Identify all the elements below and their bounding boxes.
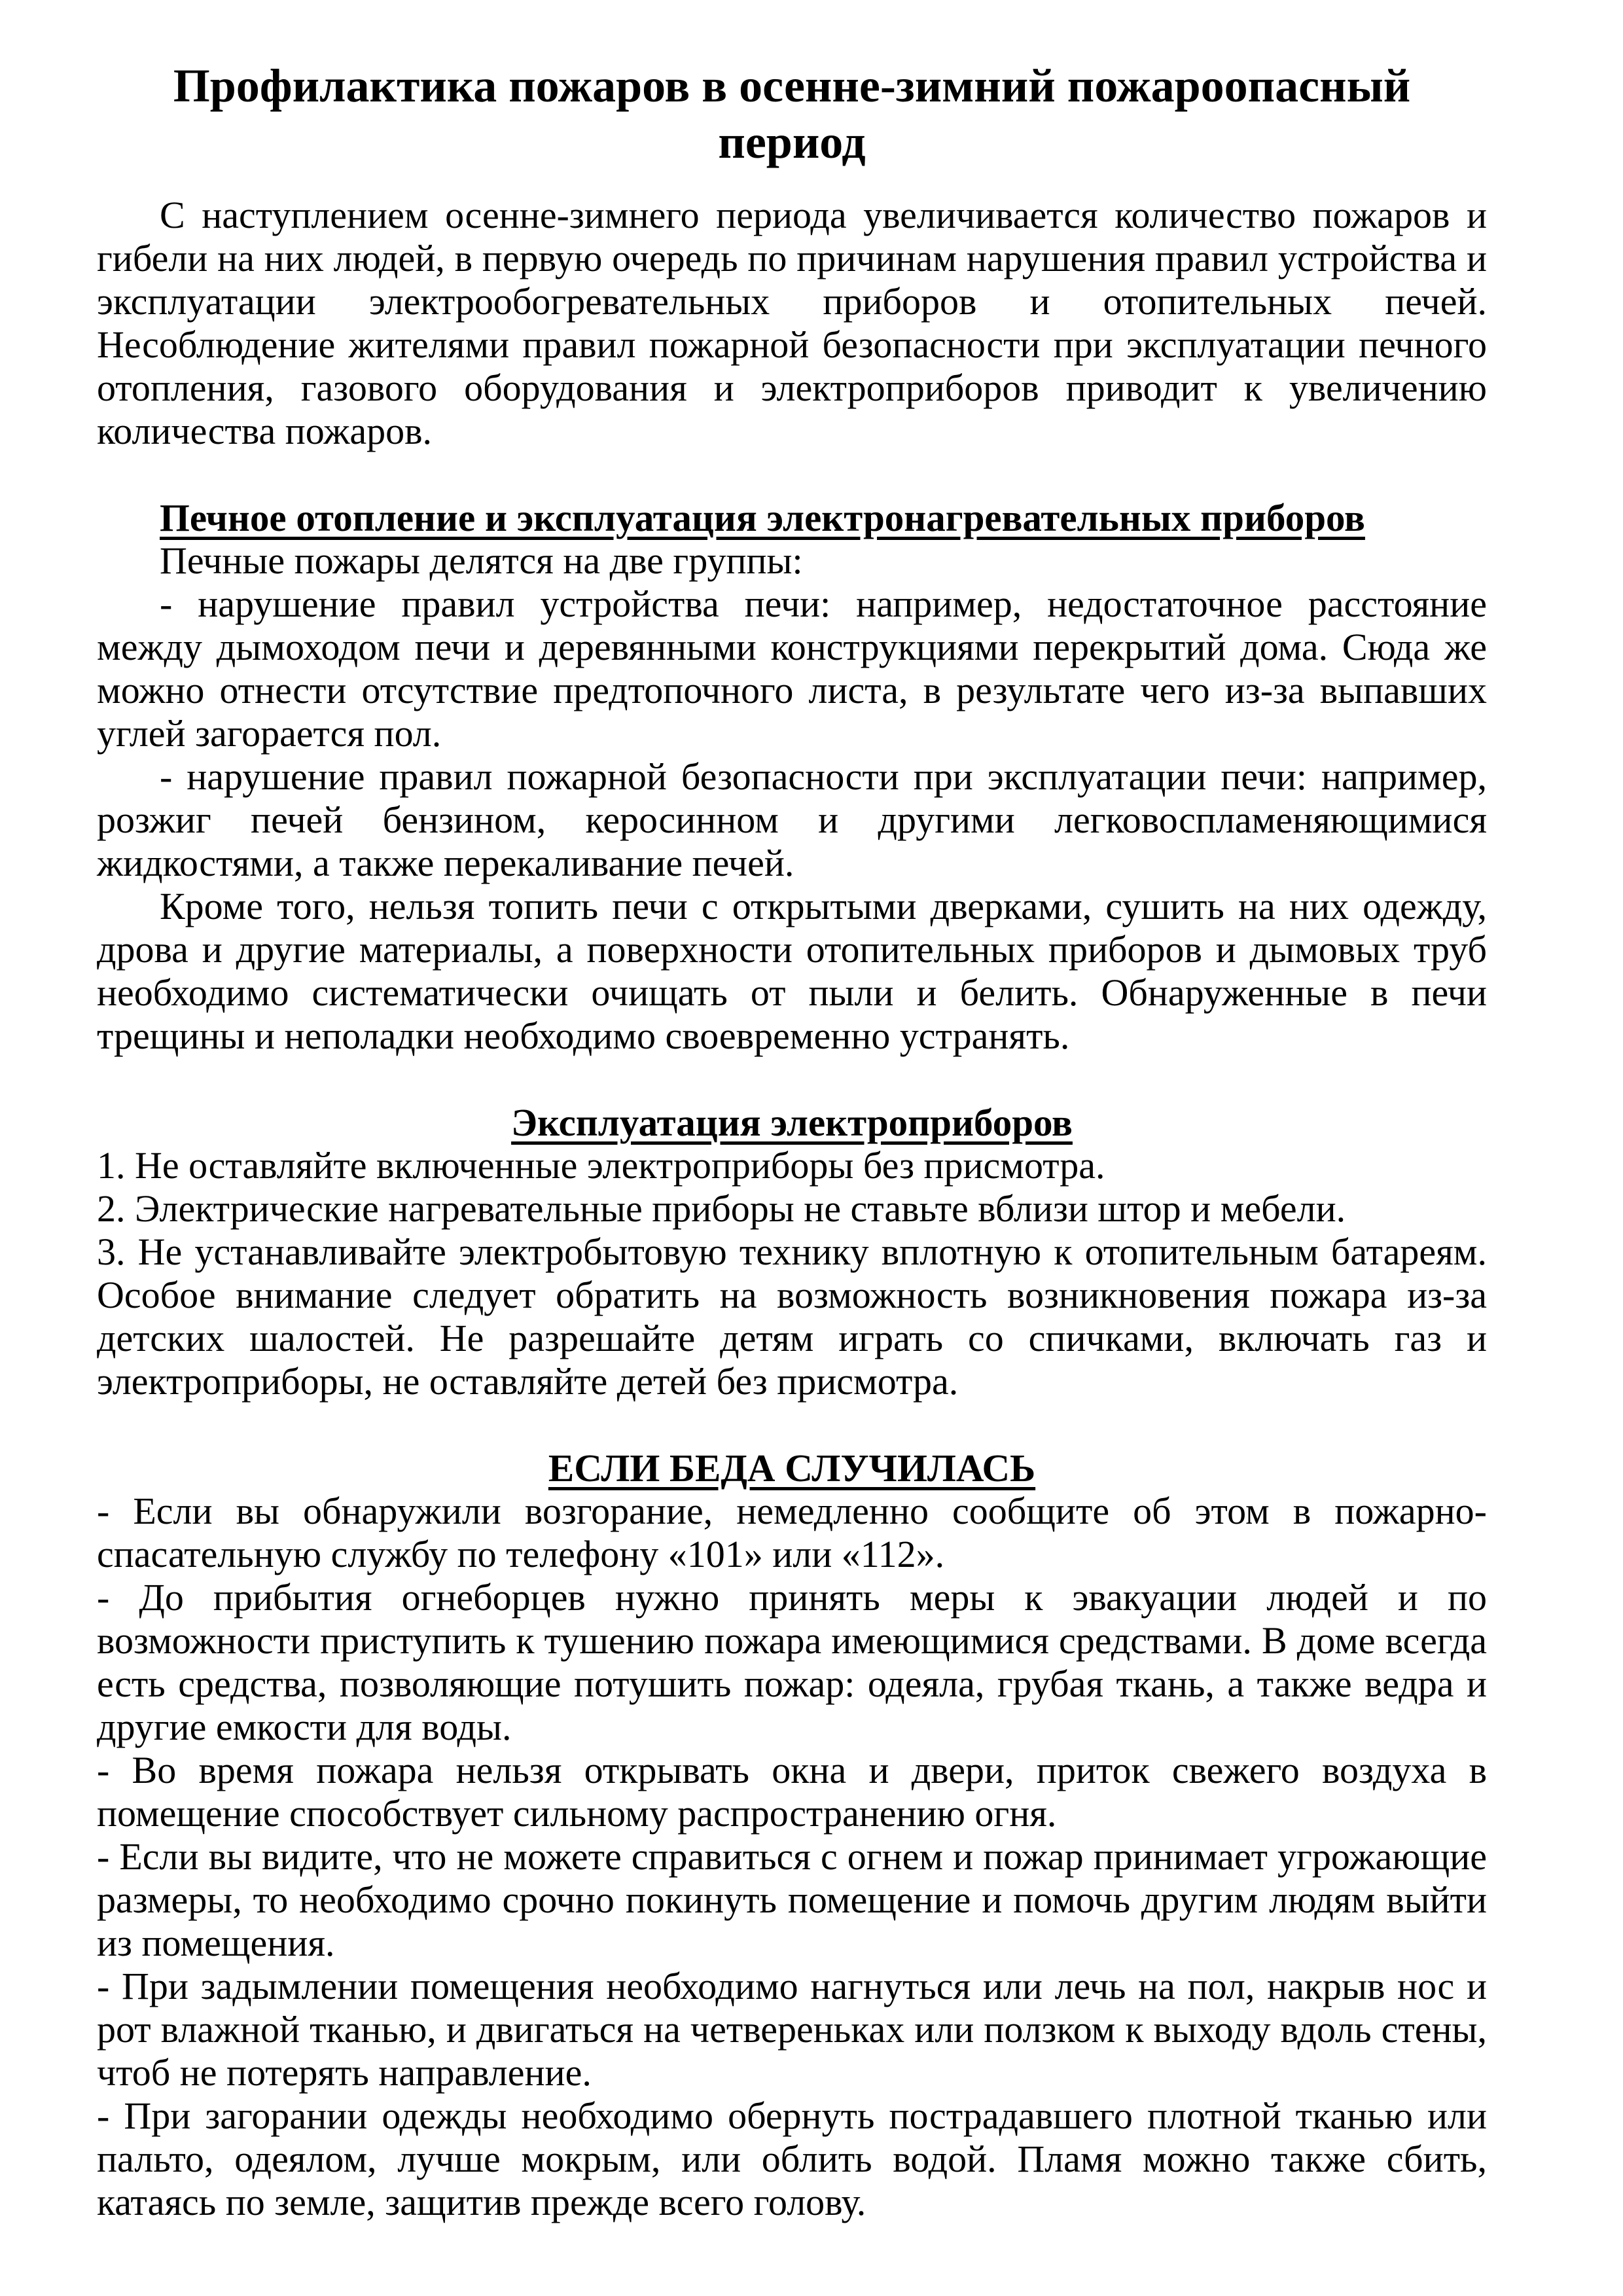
emergency-advice-item: - Во время пожара нельзя открывать окна и двери, приток свежего воздуха в помещение способствует сильному распространению огня. xyxy=(97,1749,1487,1835)
section-heading-electric-appliances-text: Эксплуатация электроприборов xyxy=(511,1101,1073,1144)
emergency-advice-item: - При загорании одежды необходимо обернуть пострадавшего плотной тканью или пальто, одеялом, лучше мокрым, или облить водой. Пламя можно также сбить, катаясь по земле, защитив прежде всего голову. xyxy=(97,2094,1487,2223)
emergency-advice-item: - До прибытия огнеборцев нужно принять меры к эвакуации людей и по возможности приступить к тушению пожара имеющимися средствами. В доме всегда есть средства, позволяющие потушить пожар: одеяла, грубая ткань, а также ведра и другие емкости для воды. xyxy=(97,1576,1487,1748)
stove-cause-item: - нарушение правил устройства печи: например, недостаточное расстояние между дымоходом печи и деревянными конструкциями перекрытий дома. Сюда же можно отнести отсутствие предтопочного листа, в результате чего из-за выпавших углей загорается пол. xyxy=(97,583,1487,755)
section-heading-electric-appliances xyxy=(97,1101,1487,1144)
electric-rule-item: 1. Не оставляйте включенные электроприборы без присмотра. xyxy=(97,1144,1105,1187)
stove-cause-item: - нарушение правил пожарной безопасности при эксплуатации печи: например, розжиг печей бензином, керосинном и другими легковоспламеняющимися жидкостями, а также перекаливание печей. xyxy=(97,755,1487,884)
section-heading-if-trouble-happened xyxy=(97,1446,1487,1490)
page-title: Профилактика пожаров в осенне-зимний пожароопасный период xyxy=(173,60,1411,168)
section-heading-stove-heating-text: Печное отопление и эксплуатация электронагревательных приборов xyxy=(160,496,1365,539)
stove-lead-paragraph: Печные пожары делятся на две группы: xyxy=(160,539,803,582)
section-heading-if-trouble-happened-text: ЕСЛИ БЕДА СЛУЧИЛАСЬ xyxy=(548,1446,1036,1490)
intro-paragraph: С наступлением осенне-зимнего периода увеличивается количество пожаров и гибели на них людей, в первую очередь по причинам нарушения правил устройства и эксплуатации электрообогревательных приборов и отопительных печей. Несоблюдение жителями правил пожарной безопасности при эксплуатации печного отопления, газового оборудования и электроприборов приводит к увеличению количества пожаров. xyxy=(97,194,1487,452)
stove-note-paragraph: Кроме того, нельзя топить печи с открытыми дверками, сушить на них одежду, дрова и другие материалы, а поверхности отопительных приборов и дымовых труб необходимо систематически очищать от пыли и белить. Обнаруженные в печи трещины и неполадки необходимо своевременно устранять. xyxy=(97,885,1487,1057)
emergency-advice-item: - Если вы видите, что не можете справиться с огнем и пожар принимает угрожающие размеры, то необходимо срочно покинуть помещение и помочь другим людям выйти из помещения. xyxy=(97,1835,1487,1964)
emergency-advice-item: - При задымлении помещения необходимо нагнуться или лечь на пол, накрыв нос и рот влажной тканью, и двигаться на четвереньках или ползком к выходу вдоль стены, чтоб не потерять направление. xyxy=(97,1965,1487,2094)
emergency-advice-item: - Если вы обнаружили возгорание, немедленно сообщите об этом в пожарно-спасательную службу по телефону «101» или «112». xyxy=(97,1490,1487,1575)
section-heading-stove-heating xyxy=(97,496,1487,539)
electric-rule-item: 2. Электрические нагревательные приборы не ставьте вблизи штор и мебели. xyxy=(97,1187,1346,1230)
electric-rule-item: 3. Не устанавливайте электробытовую технику вплотную к отопительным батареям. Особое внимание следует обратить на возможность возникновения пожара из-за детских шалостей. Не разрешайте детям играть со спичками, включать газ и электроприборы, не оставляйте детей без присмотра. xyxy=(97,1230,1487,1403)
